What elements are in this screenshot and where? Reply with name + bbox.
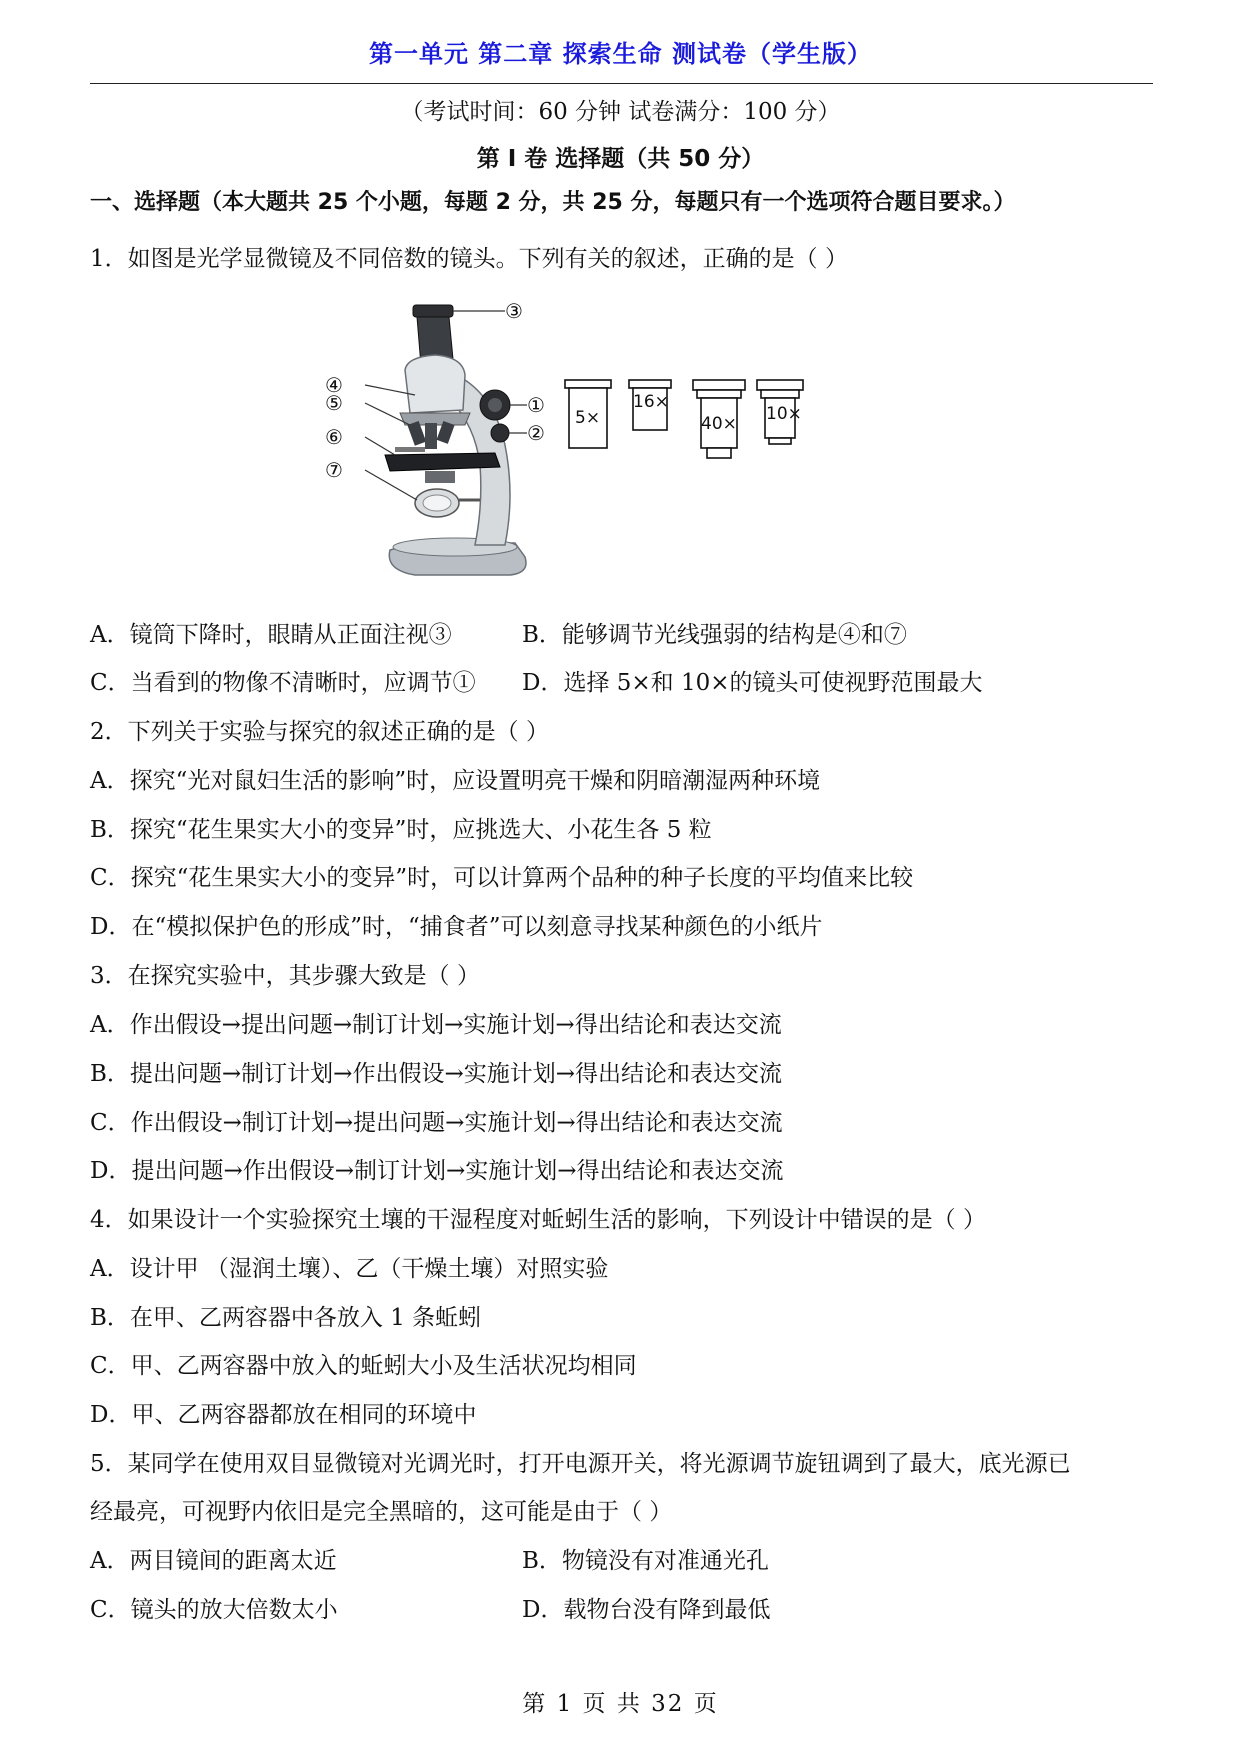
exam-info: （考试时间：60 分钟 试卷满分：100 分） [400,99,841,125]
q3-option-d: D．提出问题→作出假设→制订计划→实施计划→得出结论和表达交流 [90,1158,784,1184]
document-title: 第一单元 第二章 探索生命 测试卷（学生版） [368,40,873,68]
page-number: 第 1 页 共 32 页 [522,1691,719,1717]
microscope-figure [325,295,915,595]
q2-option-a: A．探究“光对鼠妇生活的影响”时，应设置明亮干燥和阴暗潮湿两种环境 [90,768,821,794]
section-title: 第 I 卷 选择题（共 50 分） [476,146,765,172]
question-1-stem: 1．如图是光学显微镜及不同倍数的镜头。下列有关的叙述，正确的是（ ） [90,246,848,272]
q1-option-b: B．能够调节光线强弱的结构是④和⑦ [522,622,907,648]
q5-option-c: C．镜头的放大倍数太小 [90,1597,338,1623]
lens-10x-label: 10× [766,404,802,424]
lens-40x-label: 40× [701,414,737,434]
q1-option-c: C．当看到的物像不清晰时，应调节① [90,670,476,696]
q1-option-a: A．镜筒下降时，眼睛从正面注视③ [90,622,452,648]
q1-option-d: D．选择 5×和 10×的镜头可使视野范围最大 [522,670,983,696]
label-7: ⑦ [325,458,343,482]
header-divider [90,83,1153,84]
q4-option-b: B．在甲、乙两容器中各放入 1 条蚯蚓 [90,1305,482,1331]
q3-option-a: A．作出假设→提出问题→制订计划→实施计划→得出结论和表达交流 [90,1012,782,1038]
label-5: ⑤ [325,391,343,415]
label-1: ① [527,393,545,417]
q4-option-c: C．甲、乙两容器中放入的蚯蚓大小及生活状况均相同 [90,1353,637,1379]
question-4-stem: 4．如果设计一个实验探究土壤的干湿程度对蚯蚓生活的影响，下列设计中错误的是（ ） [90,1207,986,1233]
question-5-stem-line-1: 5．某同学在使用双目显微镜对光调光时，打开电源开关，将光源调节旋钮调到了最大，底光源已 [90,1451,1071,1477]
q5-option-a: A．两目镜间的距离太近 [90,1548,337,1574]
label-6: ⑥ [325,425,343,449]
question-2-stem: 2．下列关于实验与探究的叙述正确的是（ ） [90,719,549,745]
lens-16x-label: 16× [633,392,669,412]
label-4: ④ [325,373,343,397]
q5-option-d: D．载物台没有降到最低 [522,1597,771,1623]
label-2: ② [527,421,545,445]
q4-option-d: D．甲、乙两容器都放在相同的环境中 [90,1402,477,1428]
q2-option-d: D．在“模拟保护色的形成”时，“捕食者”可以刻意寻找某种颜色的小纸片 [90,914,823,940]
q3-option-c: C．作出假设→制订计划→提出问题→实施计划→得出结论和表达交流 [90,1110,783,1136]
question-3-stem: 3．在探究实验中，其步骤大致是（ ） [90,963,480,989]
q2-option-c: C．探究“花生果实大小的变异”时，可以计算两个品种的种子长度的平均值来比较 [90,865,914,891]
label-3: ③ [505,299,523,323]
q3-option-b: B．提出问题→制订计划→作出假设→实施计划→得出结论和表达交流 [90,1061,782,1087]
q4-option-a: A．设计甲 （湿润土壤）、乙（干燥土壤）对照实验 [90,1256,609,1282]
lens-5x-label: 5× [575,408,601,428]
part-heading: 一、选择题（本大题共 25 个小题，每题 2 分，共 25 分，每题只有一个选项符合题目要求。） [90,190,1016,215]
question-5-stem-line-2: 经最亮，可视野内依旧是完全黑暗的，这可能是由于（ ） [90,1499,673,1525]
q2-option-b: B．探究“花生果实大小的变异”时，应挑选大、小花生各 5 粒 [90,817,712,843]
q5-option-b: B．物镜没有对准通光孔 [522,1548,769,1574]
microscope-illustration [385,305,526,575]
